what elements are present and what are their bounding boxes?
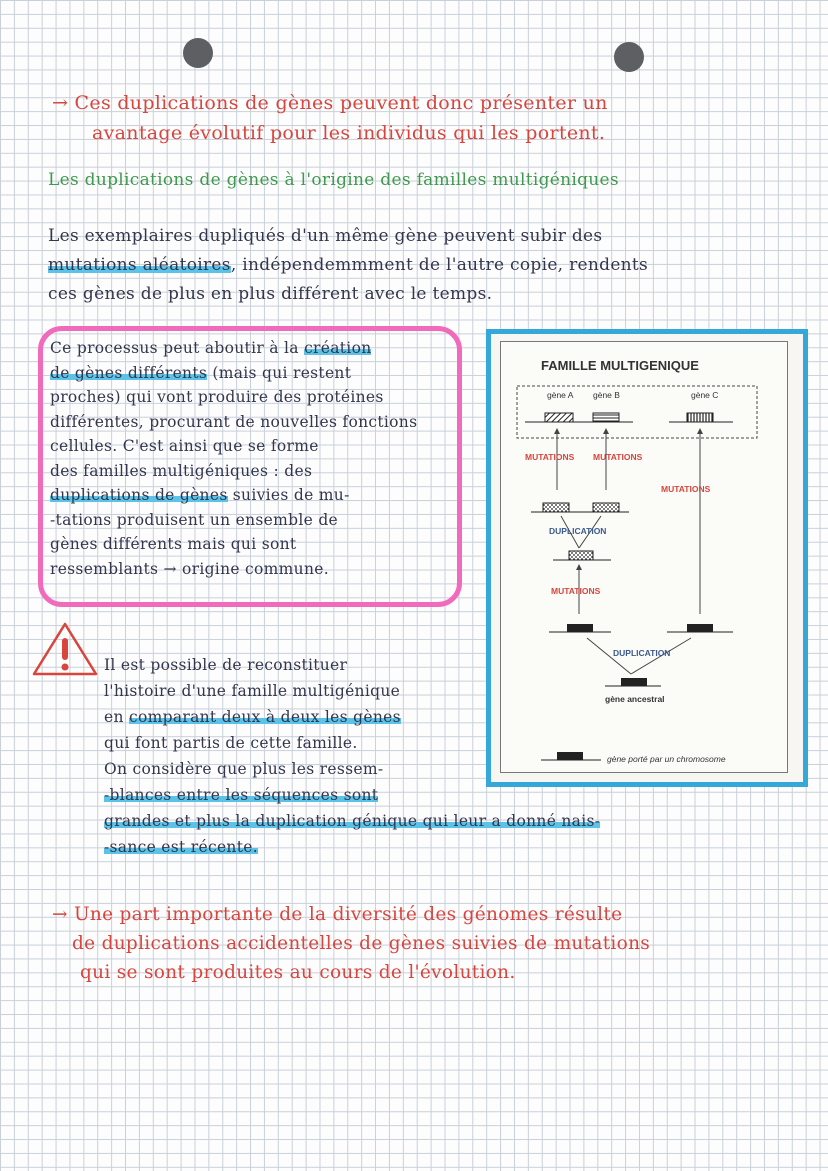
boxed-line-10: ressemblants → origine commune. <box>50 559 329 578</box>
intro-text <box>52 88 608 148</box>
figure-title: FAMILLE MULTIGENIQUE <box>541 358 699 373</box>
note-line-3 <box>104 704 600 730</box>
paragraph-line-2-rest: , indépendemmment de l'autre copie, rendents <box>230 255 649 275</box>
legend-label: gène porté par un chromosome <box>607 754 726 764</box>
highlight-comparing: comparant deux à deux les gènes <box>128 708 401 726</box>
duplication-label-2: DUPLICATION <box>613 648 671 658</box>
punch-hole-left <box>183 38 213 68</box>
conclusion-line-1: → Une part importante de la diversité des génomes résulte <box>52 904 623 925</box>
gene-c-label: gène C <box>691 390 719 400</box>
conclusion-line-2: de duplications accidentelles de gènes suivies de mutations <box>72 933 651 954</box>
section-heading: Les duplications de gènes à l'origine des familles multigéniques <box>48 170 619 190</box>
gene-a-label: gène A <box>547 390 574 400</box>
note-line-7-rest: qui leur a donné nais- <box>417 812 601 830</box>
gene-b-block <box>593 413 619 422</box>
paragraph-line-1: Les exemplaires dupliqués d'un même gène peuvent subir des <box>48 226 603 246</box>
ancestral-gene-label: gène ancestral <box>605 694 665 704</box>
boxed-line-2-text: (mais qui restent <box>207 363 352 382</box>
note-line-6 <box>104 782 600 808</box>
arrowhead-c <box>697 428 703 434</box>
intermediate-gene <box>569 551 593 560</box>
mutations-label-c: MUTATIONS <box>661 484 711 494</box>
gene-a-block <box>545 413 573 422</box>
copy-gene-left <box>567 624 593 632</box>
paragraph-duplicated-copies <box>48 222 648 309</box>
intro-line-1: → Ces duplications de gènes peuvent donc présenter un <box>52 92 608 114</box>
punch-hole-right <box>614 42 644 72</box>
duplicated-gene-2 <box>593 503 619 512</box>
paragraph-line-2 <box>48 251 648 280</box>
mutations-label-b: MUTATIONS <box>593 452 643 462</box>
arrowhead-b <box>603 428 609 434</box>
boxed-line-7-text: suivies de mu- <box>227 486 350 504</box>
gene-b-label: gène B <box>593 390 620 400</box>
intro-line-2: avantage évolutif pour les individus qui les portent. <box>92 122 606 144</box>
highlight-genes-differents: de gènes différents <box>50 363 208 382</box>
highlight-resemblances: -blances entre les séquences sont <box>104 786 379 804</box>
boxed-line-1 <box>50 336 417 361</box>
boxed-line-1-text: Ce processus peut aboutir à la <box>50 339 305 357</box>
warning-icon <box>30 620 100 678</box>
ancestral-gene <box>621 678 647 686</box>
highlight-mutations: mutations aléatoires <box>48 255 231 275</box>
note-line-5: On considère que plus les ressem- <box>104 760 384 778</box>
boxed-line-9: gènes différents mais qui sont <box>50 535 297 553</box>
highlight-grandes: grandes et plus la duplication génique <box>104 812 418 830</box>
conclusion-line-3: qui se sont produites au cours de l'évolution. <box>80 962 516 983</box>
boxed-paragraph <box>50 336 417 581</box>
arrowhead-a <box>554 428 560 434</box>
conclusion-text <box>52 900 650 987</box>
note-line-7 <box>104 808 600 834</box>
duplication-label-1: DUPLICATION <box>549 526 607 536</box>
note-line-1: Il est possible de reconstituer <box>104 656 348 674</box>
boxed-line-2 <box>50 361 417 386</box>
boxed-line-4: différentes, procurant de nouvelles fonctions <box>50 412 418 431</box>
paragraph-line-3: ces gènes de plus en plus différent avec le temps. <box>48 284 493 304</box>
boxed-line-7 <box>50 483 417 508</box>
duplicated-gene-1 <box>543 503 569 512</box>
boxed-line-3: proches) qui vont produire des protéines <box>50 388 384 406</box>
boxed-line-6: des familles multigéniques : des <box>50 461 313 480</box>
copy-gene-right <box>687 624 713 632</box>
boxed-line-8: -tations produisent un ensemble de <box>50 510 339 529</box>
note-paragraph <box>104 652 600 860</box>
arrowhead-intermediate <box>576 564 582 570</box>
note-line-3-text: en <box>104 708 129 726</box>
mutations-label-a: MUTATIONS <box>525 452 575 462</box>
note-line-4: qui font partis de cette famille. <box>104 734 358 752</box>
note-line-8 <box>104 834 600 860</box>
boxed-line-5: cellules. C'est ainsi que se forme <box>50 437 319 455</box>
highlight-duplications: duplications de gènes <box>50 486 228 504</box>
highlight-recente: -sance est récente. <box>104 838 258 856</box>
gene-c-block <box>687 413 713 422</box>
note-line-2: l'histoire d'une famille multigénique <box>104 682 401 700</box>
mutations-label-d: MUTATIONS <box>551 586 601 596</box>
highlight-creation: création <box>304 339 372 357</box>
